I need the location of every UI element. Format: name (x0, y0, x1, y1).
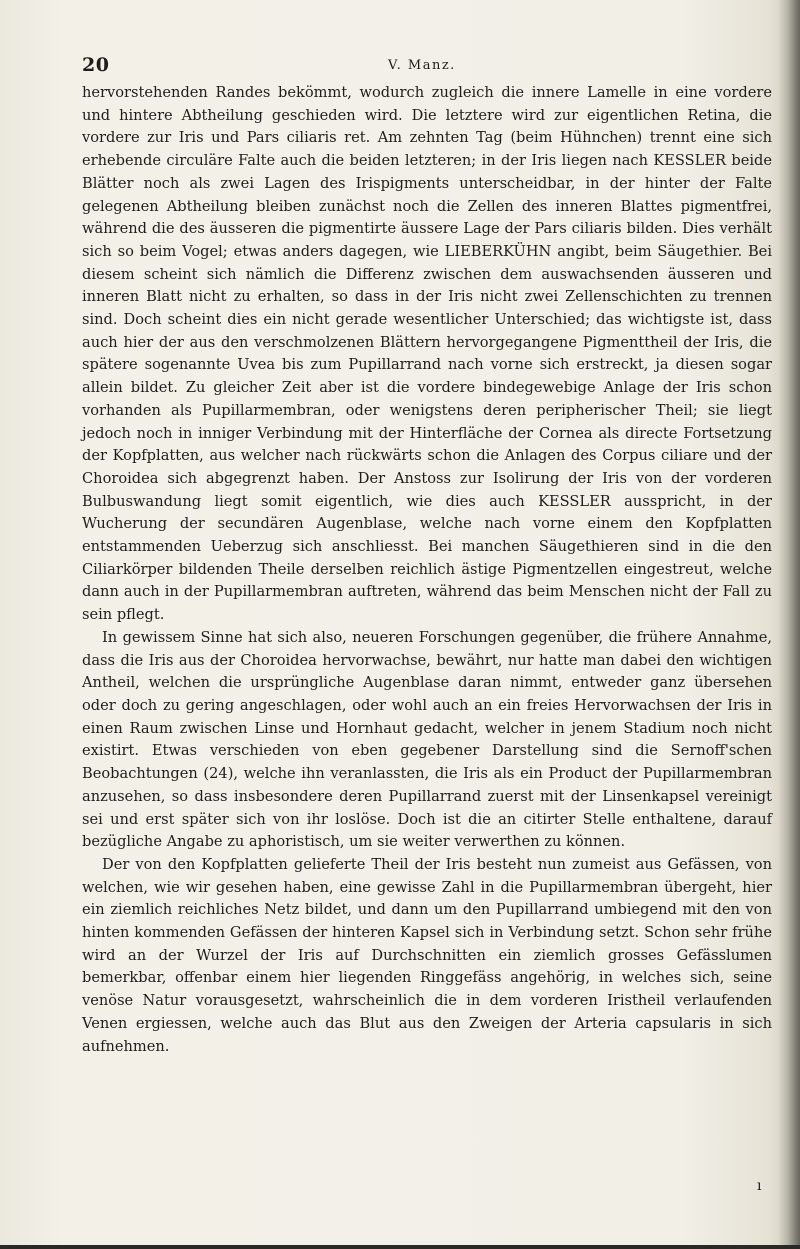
paragraph-1: hervorstehenden Randes bekömmt, wodurch zugleich die innere Lamelle in eine vordere und hintere Abtheilung geschieden wird. Die letztere wird zur eigentlichen Retina, die vordere zur Iris und Pars ciliaris ret. Am zehnten Tag (beim Hühnchen) trennt eine sich erhebende circuläre Falte auch die beiden letzteren; in der Iris liegen nach KESSLER beide Blätter noch als zwei Lagen des Irispigments unterscheidbar, in der hinter der Falte gelegenen Abtheilung bleiben zunächst noch die Zellen des inneren Blattes pigmentfrei, während die des äusseren die pigmentirte äussere Lage der Pars ciliaris bilden. Dies verhält sich so beim Vogel; etwas anders dagegen, wie LIEBERKÜHN angibt, beim Säugethier. Bei diesem scheint sich nämlich die Differenz zwischen dem auswachsenden äusseren und inneren Blatt nicht zu erhalten, so dass in der Iris nicht zwei Zellenschichten zu trennen sind. Doch scheint dies ein nicht gerade wesentlicher Unterschied; das wichtigste ist, dass auch hier der aus den verschmolzenen Blättern hervorgegangene Pigmenttheil der Iris, die spätere sogenannte Uvea bis zum Pupillarrand nach vorne sich erstreckt, ja diesen sogar allein bildet. Zu gleicher Zeit aber ist die vordere bindegewebige Anlage der Iris schon vorhanden als Pupillarmembran, oder wenigstens deren peripherischer Theil; sie liegt jedoch noch in inniger Verbindung mit der Hinterfläche der Cornea als directe Fortsetzung der Kopfplatten, aus welcher nach rückwärts schon die Anlagen des Corpus ciliare und der Choroidea sich abgegrenzt haben. Der Anstoss zur Isolirung der Iris von der vorderen Bulbuswandung liegt somit eigentlich, wie dies auch KESSLER ausspricht, in der Wucherung der secundären Augenblase, welche nach vorne einem den Kopfplatten entstammenden Ueberzug sich anschliesst. Bei manchen Säugethieren sind in die den Ciliarkörper bildenden Theile derselben reichlich ästige Pigmentzellen eingestreut, welche dann auch in der Pupillarmembran auftreten, während das beim Menschen nicht der Fall zu sein pflegt. (82, 84, 772, 624)
page-number: 20 (82, 54, 110, 76)
bottom-edge (0, 1245, 800, 1249)
stray-mark: ı (757, 1178, 762, 1194)
paragraph-3: Der von den Kopfplatten gelieferte Theil der Iris besteht nun zumeist aus Gefässen, von welchen, wie wir gesehen haben, eine gewisse Zahl in die Pupillarmembran übergeht, hier ein ziemlich reichliches Netz bildet, und dann um den Pupillarrand umbiegend mit den von hinten kommenden Gefässen der hinteren Kapsel sich in Verbindung setzt. Schon sehr frühe wird an der Wurzel der Iris auf Durchschnitten ein ziemlich grosses Gefässlumen bemerkbar, offenbar einem hier liegenden Ringgefäss angehörig, in welches sich, seine venöse Natur vorausgesetzt, wahrscheinlich die in dem vorderen Iristheil verlaufenden Venen ergiessen, welche auch das Blut aus den Zweigen der Arteria capsularis in sich aufnehmen. (82, 855, 772, 1055)
paragraph-2: In gewissem Sinne hat sich also, neueren Forschungen gegenüber, die frühere Annahme, dass die Iris aus der Choroidea hervorwachse, bewährt, nur hatte man dabei den wichtigen Antheil, welchen die ursprüngliche Augenblase daran nimmt, entweder ganz übersehen oder doch zu gering angeschlagen, oder wohl auch an ein freies Hervorwachsen der Iris in einen Raum zwischen Linse und Hornhaut gedacht, welcher in jenem Stadium noch nicht existirt. Etwas verschieden von eben gegebener Darstellung sind die Sernoff'schen Beobachtungen (24), welche ihn veranlassten, die Iris als ein Product der Pupillarmembran anzusehen, so dass insbesondere deren Pupillarrand zuerst mit der Linsenkapsel vereinigt sei und erst später sich von ihr loslöse. Doch ist die an citirter Stelle enthaltene, darauf bezügliche Angabe zu aphoristisch, um sie weiter verwerthen zu können. (82, 628, 772, 851)
running-head: V. Manz. (388, 58, 456, 73)
body-text (82, 82, 772, 1058)
page-header (82, 54, 722, 82)
book-spine-shadow (778, 0, 800, 1249)
